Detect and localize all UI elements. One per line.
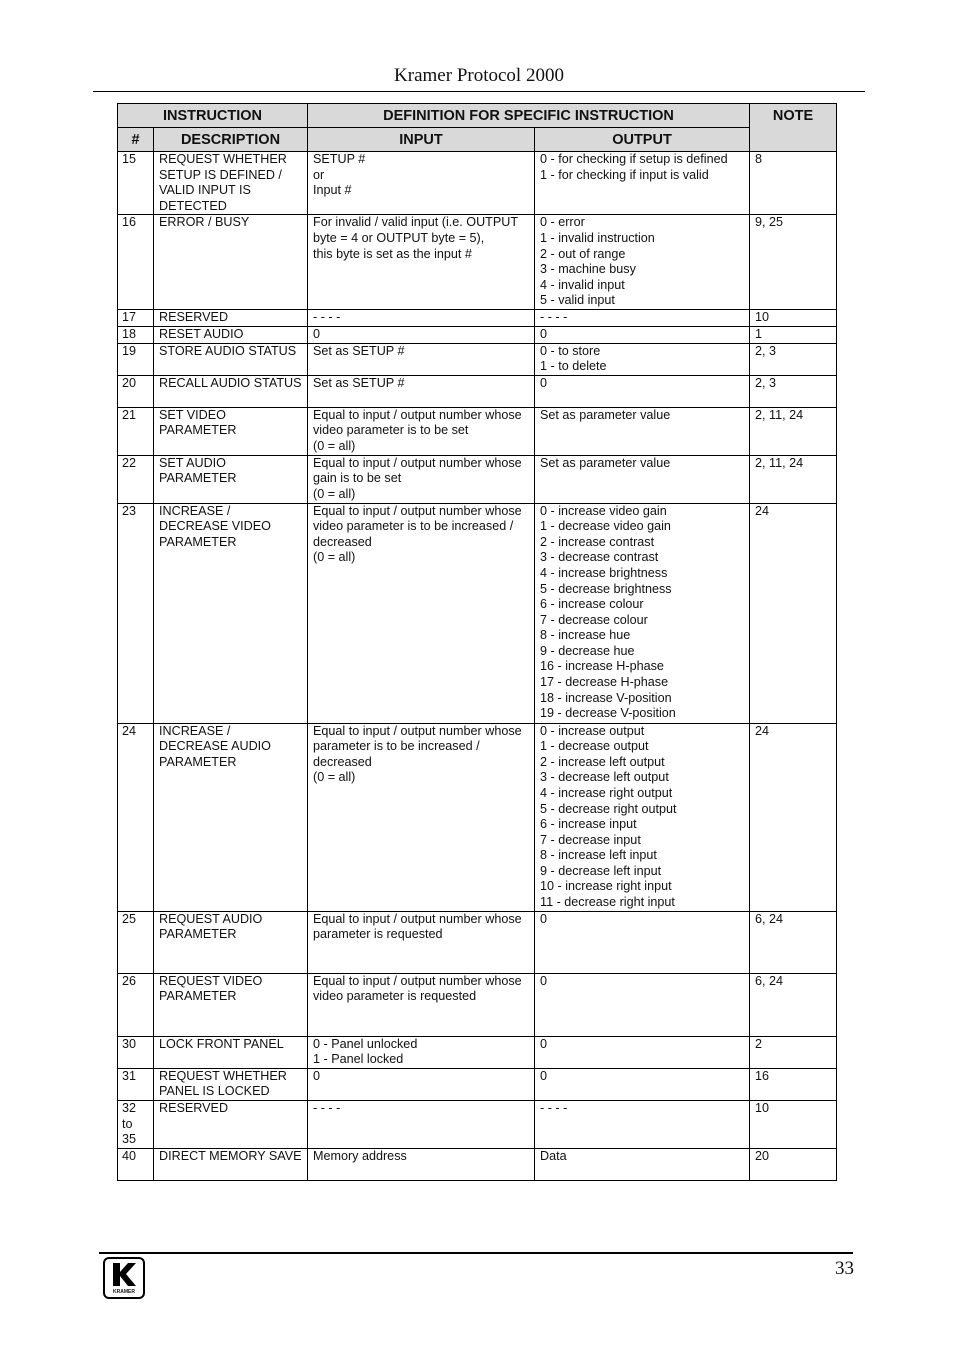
table-body bbox=[118, 152, 837, 1181]
table-row bbox=[118, 215, 837, 310]
cell-num: 32 to 35 bbox=[118, 1101, 154, 1149]
cell-num: 19 bbox=[118, 343, 154, 375]
cell-description: REQUEST AUDIO PARAMETER bbox=[154, 911, 308, 973]
cell-description: LOCK FRONT PANEL bbox=[154, 1036, 308, 1068]
cell-input: Equal to input / output number whose parameter is requested bbox=[308, 911, 535, 973]
table-row bbox=[118, 1068, 837, 1100]
cell-num: 23 bbox=[118, 503, 154, 723]
table-row bbox=[118, 973, 837, 1036]
cell-note: 2, 3 bbox=[750, 343, 837, 375]
cell-num: 40 bbox=[118, 1148, 154, 1180]
table-header bbox=[118, 104, 837, 152]
cell-input: 0 - Panel unlocked 1 - Panel locked bbox=[308, 1036, 535, 1068]
cell-note: 2, 11, 24 bbox=[750, 407, 837, 455]
table-row bbox=[118, 326, 837, 343]
cell-num: 15 bbox=[118, 152, 154, 215]
cell-note: 2 bbox=[750, 1036, 837, 1068]
cell-description: RECALL AUDIO STATUS bbox=[154, 375, 308, 407]
header-divider bbox=[93, 91, 865, 92]
cell-output: 0 - for checking if setup is defined 1 - for checking if input is valid bbox=[535, 152, 750, 215]
logo-brand-text: KRAMER bbox=[113, 1289, 135, 1295]
cell-input: - - - - bbox=[308, 310, 535, 327]
cell-input: - - - - bbox=[308, 1101, 535, 1149]
cell-input: Equal to input / output number whose video parameter is requested bbox=[308, 973, 535, 1036]
cell-input: Equal to input / output number whose parameter is to be increased / decreased (0 = all) bbox=[308, 723, 535, 911]
cell-input: Equal to input / output number whose video parameter is to be set (0 = all) bbox=[308, 407, 535, 455]
cell-note: 9, 25 bbox=[750, 215, 837, 310]
cell-output: 0 bbox=[535, 911, 750, 973]
cell-output: - - - - bbox=[535, 1101, 750, 1149]
cell-num: 22 bbox=[118, 455, 154, 503]
header-input: INPUT bbox=[308, 128, 535, 152]
cell-note: 16 bbox=[750, 1068, 837, 1100]
table-row bbox=[118, 723, 837, 911]
cell-note: 10 bbox=[750, 1101, 837, 1149]
cell-description: DIRECT MEMORY SAVE bbox=[154, 1148, 308, 1180]
cell-num: 26 bbox=[118, 973, 154, 1036]
cell-num: 21 bbox=[118, 407, 154, 455]
cell-note: 2, 11, 24 bbox=[750, 455, 837, 503]
cell-description: RESERVED bbox=[154, 1101, 308, 1149]
cell-output: 0 bbox=[535, 1036, 750, 1068]
cell-num: 16 bbox=[118, 215, 154, 310]
cell-input: Equal to input / output number whose video parameter is to be increased / decreased (0 = all) bbox=[308, 503, 535, 723]
cell-note: 24 bbox=[750, 503, 837, 723]
header-output: OUTPUT bbox=[535, 128, 750, 152]
kramer-logo bbox=[103, 1257, 145, 1299]
cell-description: REQUEST WHETHER PANEL IS LOCKED bbox=[154, 1068, 308, 1100]
header-note: NOTE bbox=[750, 104, 837, 152]
cell-note: 8 bbox=[750, 152, 837, 215]
cell-output: 0 bbox=[535, 326, 750, 343]
cell-output: 0 - to store 1 - to delete bbox=[535, 343, 750, 375]
protocol-table bbox=[117, 103, 837, 1181]
table-row bbox=[118, 310, 837, 327]
cell-num: 18 bbox=[118, 326, 154, 343]
table-row bbox=[118, 1036, 837, 1068]
cell-num: 24 bbox=[118, 723, 154, 911]
cell-description: RESERVED bbox=[154, 310, 308, 327]
cell-description: INCREASE / DECREASE AUDIO PARAMETER bbox=[154, 723, 308, 911]
cell-description: INCREASE / DECREASE VIDEO PARAMETER bbox=[154, 503, 308, 723]
cell-description: SET AUDIO PARAMETER bbox=[154, 455, 308, 503]
cell-output: 0 - increase output 1 - decrease output 2 - increase left output 3 - decrease left output 4 - increase right output 5 - decrease right output 6 - increase input 7 - decrease input 8 - increase left input 9 - decrease left input 10 - increase right input 11 - decrease right input bbox=[535, 723, 750, 911]
cell-num: 17 bbox=[118, 310, 154, 327]
cell-output: 0 bbox=[535, 973, 750, 1036]
cell-output: Set as parameter value bbox=[535, 455, 750, 503]
cell-output: Data bbox=[535, 1148, 750, 1180]
table-row bbox=[118, 375, 837, 407]
cell-input: Equal to input / output number whose gain is to be set (0 = all) bbox=[308, 455, 535, 503]
header-instruction: INSTRUCTION bbox=[118, 104, 308, 128]
table-row bbox=[118, 343, 837, 375]
header-description: DESCRIPTION bbox=[154, 128, 308, 152]
cell-input: SETUP # or Input # bbox=[308, 152, 535, 215]
cell-output: Set as parameter value bbox=[535, 407, 750, 455]
cell-input: Memory address bbox=[308, 1148, 535, 1180]
cell-num: 30 bbox=[118, 1036, 154, 1068]
cell-output: 0 bbox=[535, 1068, 750, 1100]
cell-note: 6, 24 bbox=[750, 973, 837, 1036]
cell-description: RESET AUDIO bbox=[154, 326, 308, 343]
table-row bbox=[118, 152, 837, 215]
cell-input: 0 bbox=[308, 326, 535, 343]
table-row bbox=[118, 1101, 837, 1149]
cell-note: 2, 3 bbox=[750, 375, 837, 407]
table-row bbox=[118, 455, 837, 503]
header-definition: DEFINITION FOR SPECIFIC INSTRUCTION bbox=[308, 104, 750, 128]
cell-note: 10 bbox=[750, 310, 837, 327]
table-row bbox=[118, 1148, 837, 1180]
cell-description: SET VIDEO PARAMETER bbox=[154, 407, 308, 455]
cell-note: 6, 24 bbox=[750, 911, 837, 973]
table-row bbox=[118, 911, 837, 973]
cell-description: ERROR / BUSY bbox=[154, 215, 308, 310]
table-row bbox=[118, 407, 837, 455]
cell-description: REQUEST WHETHER SETUP IS DEFINED / VALID INPUT IS DETECTED bbox=[154, 152, 308, 215]
cell-input: 0 bbox=[308, 1068, 535, 1100]
cell-output: - - - - bbox=[535, 310, 750, 327]
cell-num: 31 bbox=[118, 1068, 154, 1100]
cell-note: 24 bbox=[750, 723, 837, 911]
cell-output: 0 bbox=[535, 375, 750, 407]
page-title: Kramer Protocol 2000 bbox=[394, 65, 564, 86]
table-row bbox=[118, 503, 837, 723]
cell-input: Set as SETUP # bbox=[308, 375, 535, 407]
page-number: 33 bbox=[835, 1258, 854, 1279]
cell-description: REQUEST VIDEO PARAMETER bbox=[154, 973, 308, 1036]
cell-output: 0 - increase video gain 1 - decrease video gain 2 - increase contrast 3 - decrease contrast 4 - increase brightness 5 - decrease brightness 6 - increase colour 7 - decrease colour 8 - increase hue 9 - decrease hue 16 - increase H-phase 17 - decrease H-phase 18 - increase V-position 19 - decrease V-position bbox=[535, 503, 750, 723]
cell-output: 0 - error 1 - invalid instruction 2 - out of range 3 - machine busy 4 - invalid input 5 - valid input bbox=[535, 215, 750, 310]
cell-num: 20 bbox=[118, 375, 154, 407]
cell-input: Set as SETUP # bbox=[308, 343, 535, 375]
cell-num: 25 bbox=[118, 911, 154, 973]
footer-divider bbox=[99, 1252, 853, 1254]
cell-description: STORE AUDIO STATUS bbox=[154, 343, 308, 375]
cell-input: For invalid / valid input (i.e. OUTPUT byte = 4 or OUTPUT byte = 5), this byte is set as the input # bbox=[308, 215, 535, 310]
cell-note: 20 bbox=[750, 1148, 837, 1180]
header-num: # bbox=[118, 128, 154, 152]
cell-note: 1 bbox=[750, 326, 837, 343]
